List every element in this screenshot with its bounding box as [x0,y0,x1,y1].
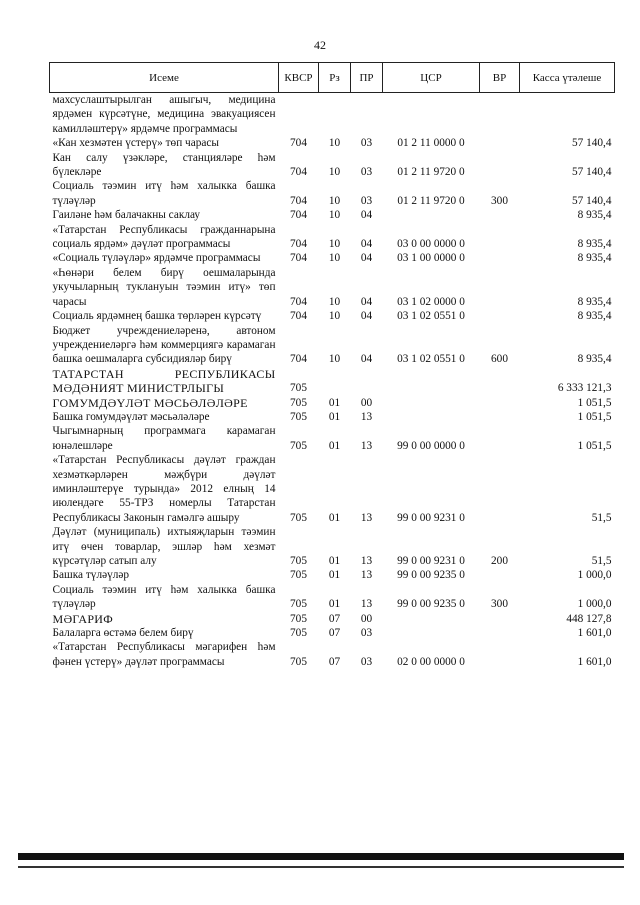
column-header-name: Исеме [50,63,279,93]
row-rz-cell [319,93,351,137]
row-vr-cell [480,136,520,150]
row-vr-cell [480,424,520,453]
row-rz-cell: 01 [328,410,341,423]
row-vr-cell [480,151,520,180]
row-pr-cell: 04 [360,310,373,323]
row-vr-cell [480,410,520,424]
row-kvsr-cell: 704 [290,252,307,265]
row-amount-cell: 1 051,5 [577,439,612,452]
row-amount-cell: 51,5 [591,511,612,524]
row-amount-cell: 1 051,5 [577,396,612,409]
row-name-cell: Башка гомумдәүләт мәсьәләләре [52,410,210,423]
table-row [50,251,615,265]
row-amount-cell: 57 140,4 [571,137,612,150]
row-pr-cell: 03 [360,655,373,668]
row-kvsr-cell: 705 [290,396,307,409]
row-kvsr-cell: 705 [290,655,307,668]
row-amount-cell: 1 000,0 [577,598,612,611]
row-kvsr-cell: 705 [290,382,307,395]
row-csr-cell: 99 0 00 0000 0 [397,439,465,452]
row-amount-cell: 8 935,4 [577,310,612,323]
row-rz-cell: 10 [328,209,341,222]
table-row [50,453,615,525]
row-kvsr-cell: 704 [290,137,307,150]
row-kvsr-cell: 705 [290,555,307,567]
table-row [50,367,615,396]
column-header-pr: ПР [351,63,383,93]
row-pr-cell: 04 [360,238,373,251]
row-vr-cell [480,367,520,396]
row-rz-cell: 10 [328,238,341,251]
row-amount-cell: 448 127,8 [566,612,612,625]
row-vr-cell [480,251,520,265]
row-vr-cell [480,93,520,137]
row-vr-cell: 300 [491,598,508,611]
row-csr-cell: 03 1 02 0551 0 [397,353,465,366]
row-kvsr-cell: 704 [290,209,307,222]
row-pr-cell: 04 [360,252,373,265]
row-pr-cell: 13 [360,598,373,611]
row-pr-cell [351,93,383,137]
row-rz-cell: 10 [328,353,341,366]
table-row [50,640,615,669]
column-header-amount: Касса үтәлеше [520,63,615,93]
table-row [50,208,615,222]
row-csr-cell [383,396,480,410]
row-pr-cell: 13 [360,511,373,524]
row-pr-cell: 13 [360,439,373,452]
row-name-cell: Кан салу үзәкләре, станцияләре һәм бүлекләре [52,151,276,179]
row-amount-cell: 8 935,4 [577,252,612,265]
table-row [50,223,615,252]
row-csr-cell [383,410,480,424]
row-amount-cell: 1 051,5 [577,410,612,423]
row-csr-cell: 01 2 11 9720 0 [397,194,465,207]
row-pr-cell: 04 [360,353,373,366]
row-name-cell: «Татарстан Республикасы дәүләт граждан хезмәткәрләрен мәҗбүри дәүләт иминләштерүе турында» 2012 елның 14 июлендәге 55-ТРЗ номерлы Татарстан Республикасы Законын гамәлгә ашыру [52,454,276,524]
row-name-cell: ТАТАРСТАН РЕСПУБЛИКАСЫ МӘДӘНИЯТ МИНИСТРЛЫГЫ [52,366,276,396]
row-name-cell: «Социаль түләүләр» ярдәмче программасы [52,252,261,265]
row-name-cell: Чыгымнарның программага карамаган юнәлешләре [52,425,276,452]
table-row [50,179,615,208]
row-name-cell: Социаль тәэмин итү һәм халыкка башка түләүләр [52,180,276,207]
row-rz-cell: 01 [328,439,341,452]
row-pr-cell: 04 [360,295,373,308]
row-name-cell: ГОМУМДӘҮЛӘТ МӘСЬӘЛӘЛӘРЕ [52,395,248,410]
row-kvsr-cell: 705 [290,598,307,611]
row-amount-cell: 8 935,4 [577,353,612,366]
page-bottom-rule [18,866,624,868]
row-kvsr-cell: 705 [290,439,307,452]
row-amount-cell: 1 601,0 [577,655,612,668]
row-name-cell: Социаль ярдәмнең башка төрләрен күрсәтү [52,310,262,323]
table-row [50,583,615,612]
row-vr-cell [480,309,520,323]
row-amount-cell: 8 935,4 [577,295,612,308]
row-name-cell: Дәүләт (муниципаль) ихтыяҗларын тәэмин итү өчен товарлар, эшләр һәм хезмәт күрсәтүләр сатып алу [52,526,276,567]
row-csr-cell: 03 1 02 0000 0 [397,295,465,308]
page-bottom-border [18,853,624,860]
row-csr-cell: 99 0 00 9235 0 [397,598,465,611]
table-row [50,410,615,424]
row-rz-cell: 07 [328,655,341,668]
table-row [50,396,615,410]
table-row [50,424,615,453]
row-kvsr-cell: 705 [290,569,307,582]
row-rz-cell: 01 [328,598,341,611]
row-kvsr-cell: 704 [290,194,307,207]
row-kvsr-cell [279,93,319,137]
row-pr-cell: 13 [360,569,373,582]
row-vr-cell [480,223,520,252]
row-vr-cell: 200 [491,555,508,567]
row-csr-cell [383,208,480,222]
row-pr-cell: 13 [360,555,373,567]
row-pr-cell: 03 [360,166,373,179]
row-vr-cell [480,626,520,640]
row-name-cell: Башка түләүләр [52,569,130,582]
row-name-cell: «Татарстан Республикасы мәгарифен һәм фәнен үстерү» дәүләт программасы [52,641,276,668]
row-kvsr-cell: 704 [290,295,307,308]
row-pr-cell: 03 [360,194,373,207]
row-csr-cell: 02 0 00 0000 0 [397,655,465,668]
row-name-cell: МӘГАРИФ [52,611,114,626]
row-amount-cell: 57 140,4 [571,166,612,179]
budget-table [49,62,615,669]
row-csr-cell: 99 0 00 9231 0 [397,511,465,524]
row-rz-cell: 10 [328,252,341,265]
row-rz-cell: 07 [328,627,341,640]
row-vr-cell: 300 [491,194,508,207]
row-name-cell: махсуслаштырылган ашыгыч, медицина ярдәмен күрсәтүне, медицина эвакуациясен камилләштерү» ярдәмче программасы [52,94,276,135]
row-amount-cell: 51,5 [591,555,612,567]
row-rz-cell: 10 [328,166,341,179]
row-name-cell: «Кан хезмәтен үстерү» төп чарасы [52,137,220,150]
row-csr-cell: 99 0 00 9235 0 [397,569,465,582]
table-row [50,136,615,150]
table-row [50,266,615,309]
column-header-csr: ЦСР [383,63,480,93]
row-rz-cell: 01 [328,511,341,524]
row-amount-cell: 57 140,4 [571,194,612,207]
row-amount-cell: 1 601,0 [577,627,612,640]
row-name-cell: «Татарстан Республикасы гражданнарына социаль ярдәм» дәүләт программасы [52,223,276,251]
table-row [50,568,615,582]
table-row [50,525,615,568]
row-csr-cell [383,367,480,396]
table-row [50,324,615,367]
table-row [50,309,615,323]
row-vr-cell [480,266,520,309]
row-csr-cell: 01 2 11 0000 0 [397,137,465,150]
row-vr-cell [480,568,520,582]
row-pr-cell [351,367,383,396]
row-csr-cell: 99 0 00 9231 0 [397,555,465,567]
row-vr-cell [480,612,520,626]
row-pr-cell: 03 [360,137,373,150]
row-amount-cell: 6 333 121,3 [557,382,612,395]
row-amount-cell: 8 935,4 [577,209,612,222]
row-rz-cell: 01 [328,396,341,409]
row-csr-cell [383,626,480,640]
row-csr-cell [383,612,480,626]
row-csr-cell: 01 2 11 9720 0 [397,166,465,179]
row-pr-cell: 00 [360,396,373,409]
row-amount-cell: 8 935,4 [577,238,612,251]
row-amount-cell [520,93,615,137]
page-number: 42 [314,38,326,52]
row-name-cell: Балаларга өстәмә белем бирү [52,627,194,640]
row-pr-cell: 04 [360,209,373,222]
table-header-row [50,63,615,93]
row-kvsr-cell: 704 [290,238,307,251]
table-row [50,612,615,626]
row-name-cell: Гаиләне һәм балачакны саклау [52,209,201,222]
row-kvsr-cell: 704 [290,353,307,366]
row-name-cell: Бюджет учреждениеләренә, автоном учреждениеләргә һәм коммерциягә карамаган башка оешмаларга субсидияләр бирү [52,324,276,366]
column-header-kvsr: КВСР [279,63,319,93]
table-row [50,626,615,640]
row-vr-cell [480,208,520,222]
row-kvsr-cell: 705 [290,410,307,423]
row-rz-cell: 10 [328,295,341,308]
row-pr-cell: 03 [360,627,373,640]
row-pr-cell: 00 [360,612,373,625]
table-body [50,93,615,670]
table-row [50,151,615,180]
row-rz-cell [319,367,351,396]
row-name-cell: «Һөнәри белем бирү оешмаларында укучыларның туклануын тәэмин итү» төп чарасы [52,266,276,308]
row-kvsr-cell: 705 [290,511,307,524]
row-vr-cell [480,396,520,410]
row-vr-cell [480,453,520,525]
row-kvsr-cell: 705 [290,612,307,625]
row-csr-cell: 03 0 00 0000 0 [397,238,465,251]
row-csr-cell [383,93,480,137]
row-amount-cell: 1 000,0 [577,569,612,582]
table-row [50,93,615,137]
row-rz-cell: 07 [328,612,341,625]
row-name-cell: Социаль тәэмин итү һәм халыкка башка түләүләр [52,583,276,611]
row-kvsr-cell: 705 [290,627,307,640]
row-kvsr-cell: 704 [290,166,307,179]
row-rz-cell: 10 [328,194,341,207]
row-vr-cell: 600 [491,353,508,366]
row-csr-cell: 03 1 02 0551 0 [397,310,465,323]
row-kvsr-cell: 704 [290,310,307,323]
row-pr-cell: 13 [360,410,373,423]
row-vr-cell [480,640,520,669]
row-rz-cell: 10 [328,137,341,150]
row-rz-cell: 01 [328,555,341,567]
row-rz-cell: 01 [328,569,341,582]
row-rz-cell: 10 [328,310,341,323]
column-header-vr: ВР [480,63,520,93]
row-csr-cell: 03 1 00 0000 0 [397,252,465,265]
column-header-rz: Рз [319,63,351,93]
